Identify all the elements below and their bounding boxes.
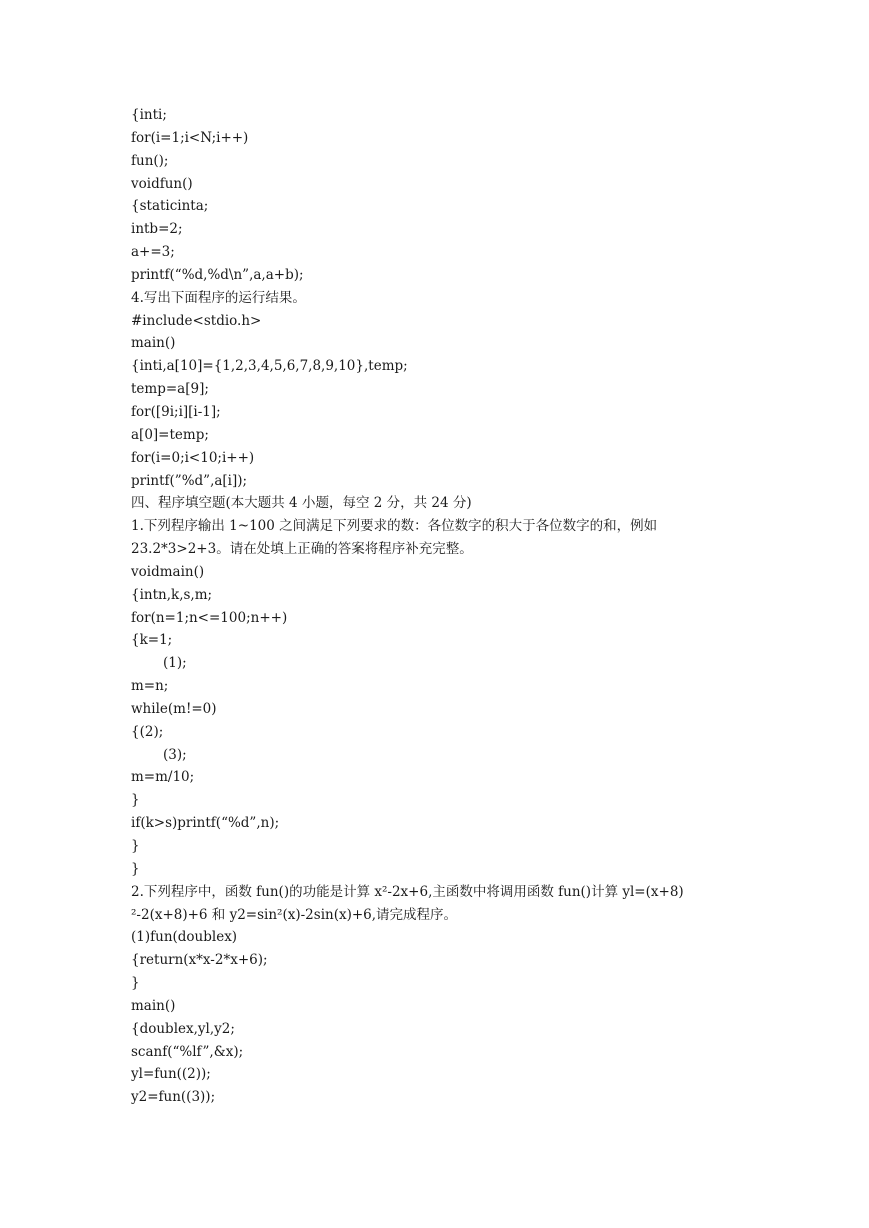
- text-line: {doublex,yl,y2;: [131, 1020, 235, 1037]
- text-line: m=n;: [131, 678, 169, 695]
- text-line: if(k>s)printf(“%d”,n);: [131, 815, 280, 832]
- text-line: 四、程序填空题(本大题共 4 小题，每空 2 分，共 24 分): [131, 495, 472, 512]
- text-line: ²-2(x+8)+6 和 y2=sin²(x)-2sin(x)+6,请完成程序。: [131, 906, 458, 923]
- text-line: m=m/10;: [131, 769, 195, 786]
- text-line: 23.2*3>2+3。请在处填上正确的答案将程序补充完整。: [131, 541, 473, 558]
- text-line: 1.下列程序输出 1~100 之间满足下列要求的数：各位数字的积大于各位数字的和，例如: [131, 518, 658, 535]
- text-line: voidfun(): [131, 175, 193, 192]
- text-line: for([9i;i][i-1];: [131, 403, 221, 420]
- text-line: }: [131, 792, 140, 809]
- text-line: for(n=1;n<=100;n++): [131, 609, 288, 626]
- text-line: {inti,a[10]={1,2,3,4,5,6,7,8,9,10},temp;: [131, 358, 408, 375]
- text-line: voidmain(): [131, 563, 205, 580]
- text-line: while(m!=0): [131, 700, 217, 717]
- text-line: y2=fun((3));: [131, 1089, 216, 1106]
- document-body: [131, 104, 761, 1109]
- text-line: a[0]=temp;: [131, 426, 209, 443]
- text-line: {(2);: [131, 723, 164, 740]
- text-line: fun();: [131, 152, 169, 169]
- text-line: {staticinta;: [131, 198, 209, 215]
- text-line: }: [131, 838, 140, 854]
- text-line: printf(”%d”,a[i]);: [131, 472, 248, 489]
- text-line: #include<stdio.h>: [131, 312, 262, 329]
- text-line: intb=2;: [131, 221, 183, 238]
- text-line: {intn,k,s,m;: [131, 586, 213, 603]
- text-line: (1)fun(doublex): [131, 929, 238, 946]
- text-line: }: [131, 975, 140, 992]
- text-line: temp=a[9];: [131, 381, 209, 398]
- text-line: 4.写出下面程序的运行结果。: [131, 289, 306, 306]
- text-line: {k=1;: [131, 632, 173, 649]
- text-line: printf(“%d,%d\n”,a,a+b);: [131, 266, 304, 283]
- text-line: main(): [131, 335, 176, 352]
- text-line: }: [131, 860, 140, 877]
- text-line: (1);: [163, 655, 187, 672]
- text-line: scanf(“%lf”,&x);: [131, 1043, 244, 1060]
- text-line: (3);: [163, 746, 187, 763]
- text-line: {inti;: [131, 107, 167, 123]
- text-line: for(i=1;i<N;i++): [131, 129, 249, 146]
- text-line: yl=fun((2));: [131, 1066, 211, 1083]
- text-line: {return(x*x-2*x+6);: [131, 952, 268, 969]
- text-line: for(i=0;i<10;i++): [131, 449, 255, 466]
- text-line: a+=3;: [131, 244, 175, 261]
- text-line: 2.下列程序中，函数 fun()的功能是计算 x²-2x+6,主函数中将调用函数 fun()计算 yl=(x+8): [131, 883, 684, 900]
- text-line: main(): [131, 997, 176, 1014]
